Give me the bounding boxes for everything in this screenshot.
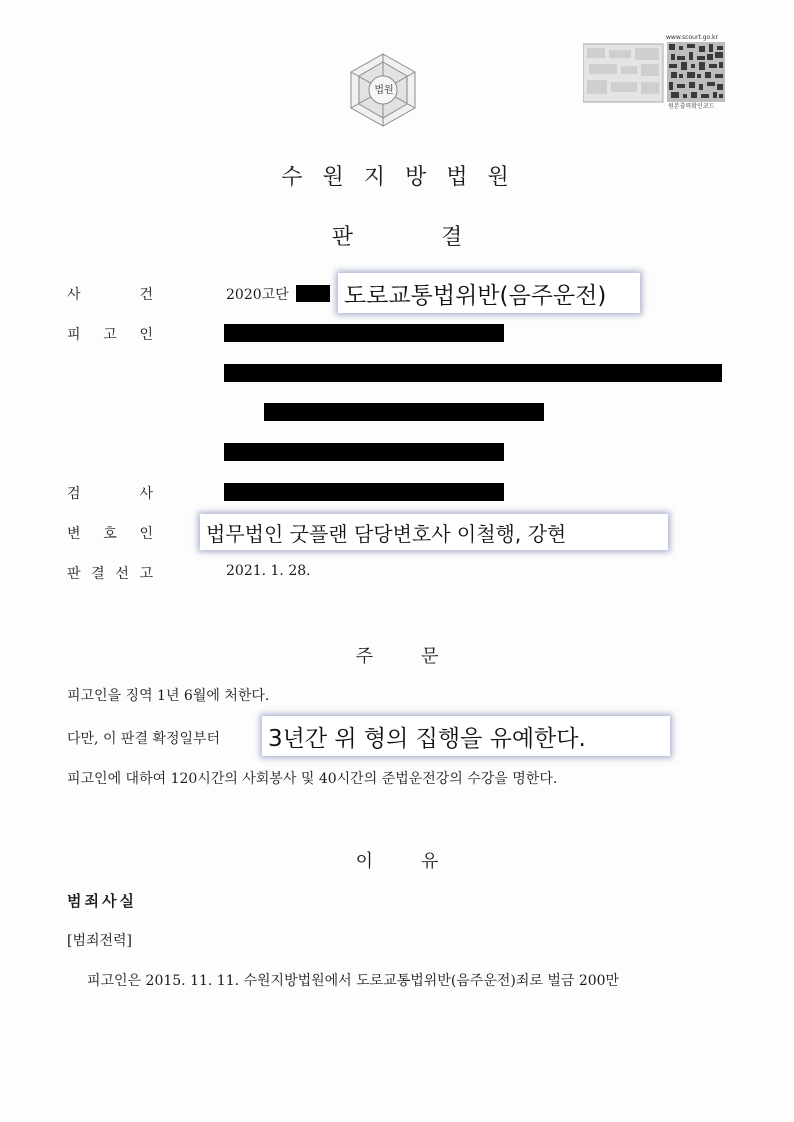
redaction-box [224,443,504,461]
reasons-title: 이유 [355,851,487,872]
ruling-date-label: 판 결 선 고 [67,566,153,582]
defendant-label: 피 고 인 [67,327,153,343]
emblem-label: 법원 [374,85,394,96]
criminal-record-subheading: [범죄전력] [67,933,133,949]
redaction-box [224,483,504,501]
crime-facts-heading: 범죄사실 [67,892,137,910]
order-line-2-highlight: 3년간 위 형의 집행을 유예한다. [262,716,670,756]
counsel-highlight: 법무법인 굿플랜 담당변호사 이철행, 강현 [200,514,668,550]
document-title: 판결 [331,225,551,250]
case-label: 사 건 [67,287,153,303]
redaction-box [296,285,330,302]
order-line-2-prefix: 다만, 이 판결 확정일부터 [67,731,221,747]
verification-caption: 원본출력확인코드 [668,103,715,110]
redaction-box [224,364,722,382]
order-line-1: 피고인을 징역 1년 6월에 처한다. [67,688,270,704]
prosecutor-label: 검 사 [67,486,153,502]
ruling-date: 2021. 1. 28. [226,563,311,579]
redaction-box [264,403,544,421]
order-title: 주문 [355,646,487,667]
order-line-3: 피고인에 대하여 120시간의 사회봉사 및 40시간의 준법운전강의 수강을 명한다. [67,771,558,787]
criminal-record-line-1: 피고인은 2015. 11. 11. 수원지방법원에서 도로교통법위반(음주운전)죄로 벌금 200만 [87,973,620,989]
verification-url: www.scourt.go.kr [666,34,718,41]
case-charge-highlight: 도로교통법위반(음주운전) [338,273,640,313]
redaction-box [224,324,504,342]
court-name: 수원지방법원 [281,165,529,190]
case-number: 2020고단 [226,287,289,303]
counsel-label: 변 호 인 [67,526,153,542]
